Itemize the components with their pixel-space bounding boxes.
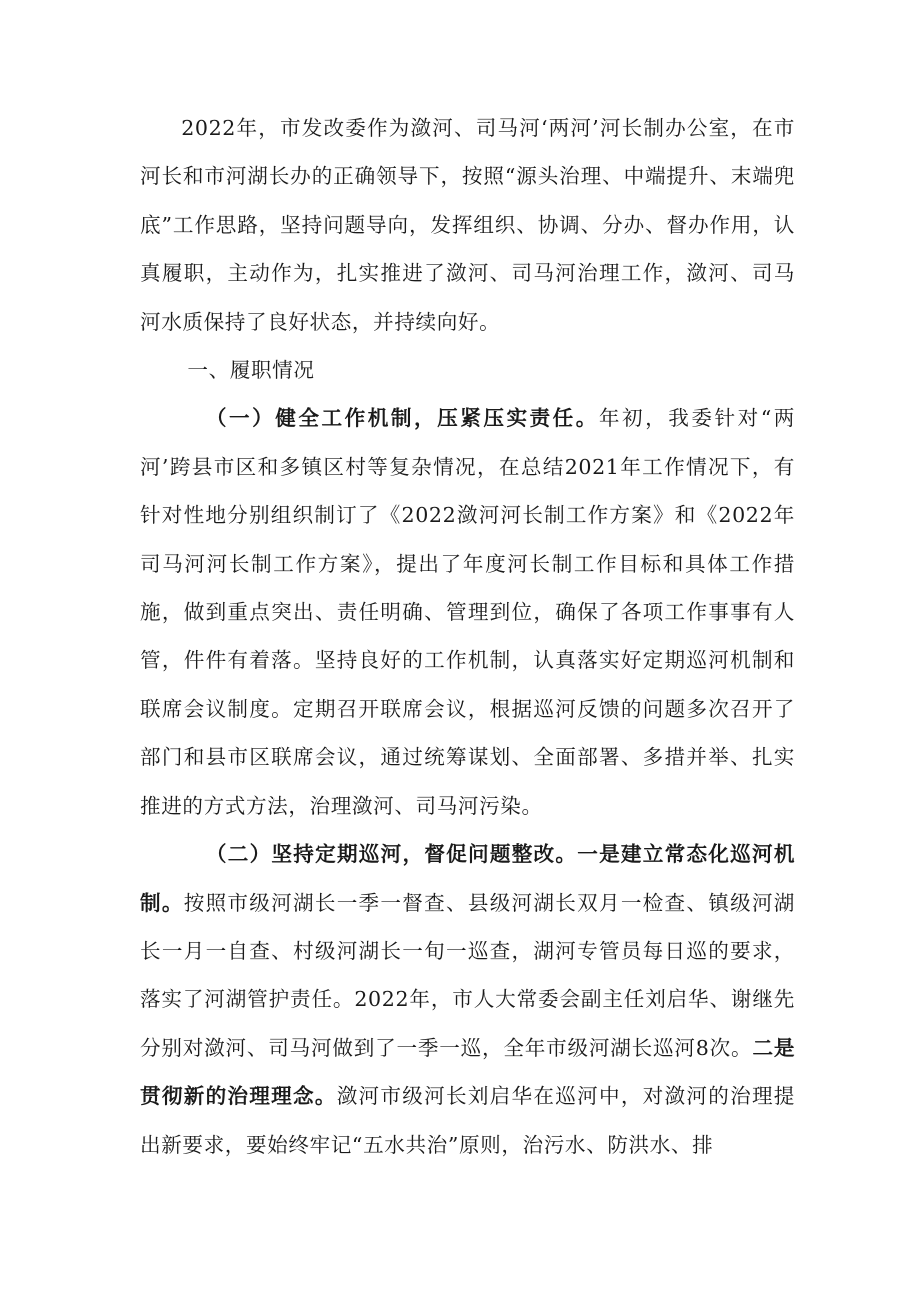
section-2-lead-2: 二是贯彻新的治理理念。 <box>140 1035 796 1109</box>
section-2-paragraph <box>140 830 795 1169</box>
section-1-body: 年初，我委针对“两河’跨县市区和多镇区村等复杂情况，在总结2021年工作情况下，有针对性地分别组织制订了《2022潋河河长制工作方案》和《2022年司马河河长制工作方案》，提出了年度河长制工作目标和具体工作措施，做到重点突出、责任明确、管理到位，确保了各项工作事事有人管，件件有着落。坚持良好的工作机制，认真落实好定期巡河机制和联席会议制度。定期召开联席会议，根据巡河反馈的问题多次召开了部门和县市区联席会议，通过统筹谋划、全面部署、多措并举、扎实推进的方式方法，治理潋河、司马河污染。 <box>140 406 795 818</box>
section-heading: 一、履职情况 <box>187 358 315 383</box>
section-2-title: （二）坚持定期巡河，督促问题整改。 <box>205 842 578 867</box>
document-body <box>140 104 795 1169</box>
section-1-title: （一）健全工作机制，压紧压实责任。 <box>205 406 599 431</box>
section-1-paragraph <box>140 394 795 830</box>
section-2-lead-1: 一是建立常态化巡河机制。 <box>140 842 796 915</box>
section-2-body-1: 按照市级河湖长一季一督查、县级河湖长双月一检查、镇级河湖长一月一自查、村级河湖长一旬一巡查，湖河专管员每日巡的要求，落实了河湖管护责任。2022年，市人大常委会副主任刘启华、谢继先分别对潋河、司马河做到了一季一巡，全年市级河湖长巡河8次。 <box>140 890 796 1060</box>
section-2-body-2: 潋河市级河长刘启华在巡河中，对潋河的治理提出新要求，要始终牢记“五水共治”原则，治污水、防洪水、排 <box>140 1084 795 1157</box>
intro-paragraph: 2022年，市发改委作为潋河、司马河‘两河’河长制办公室，在市河长和市河湖长办的正确领导下，按照“源头治理、中端提升、末端兜底”工作思路，坚持问题导向，发挥组织、协调、分办、督办作用，认真履职，主动作为，扎实推进了潋河、司马河治理工作，潋河、司马河水质保持了良好状态，并持续向好。 <box>140 116 795 334</box>
